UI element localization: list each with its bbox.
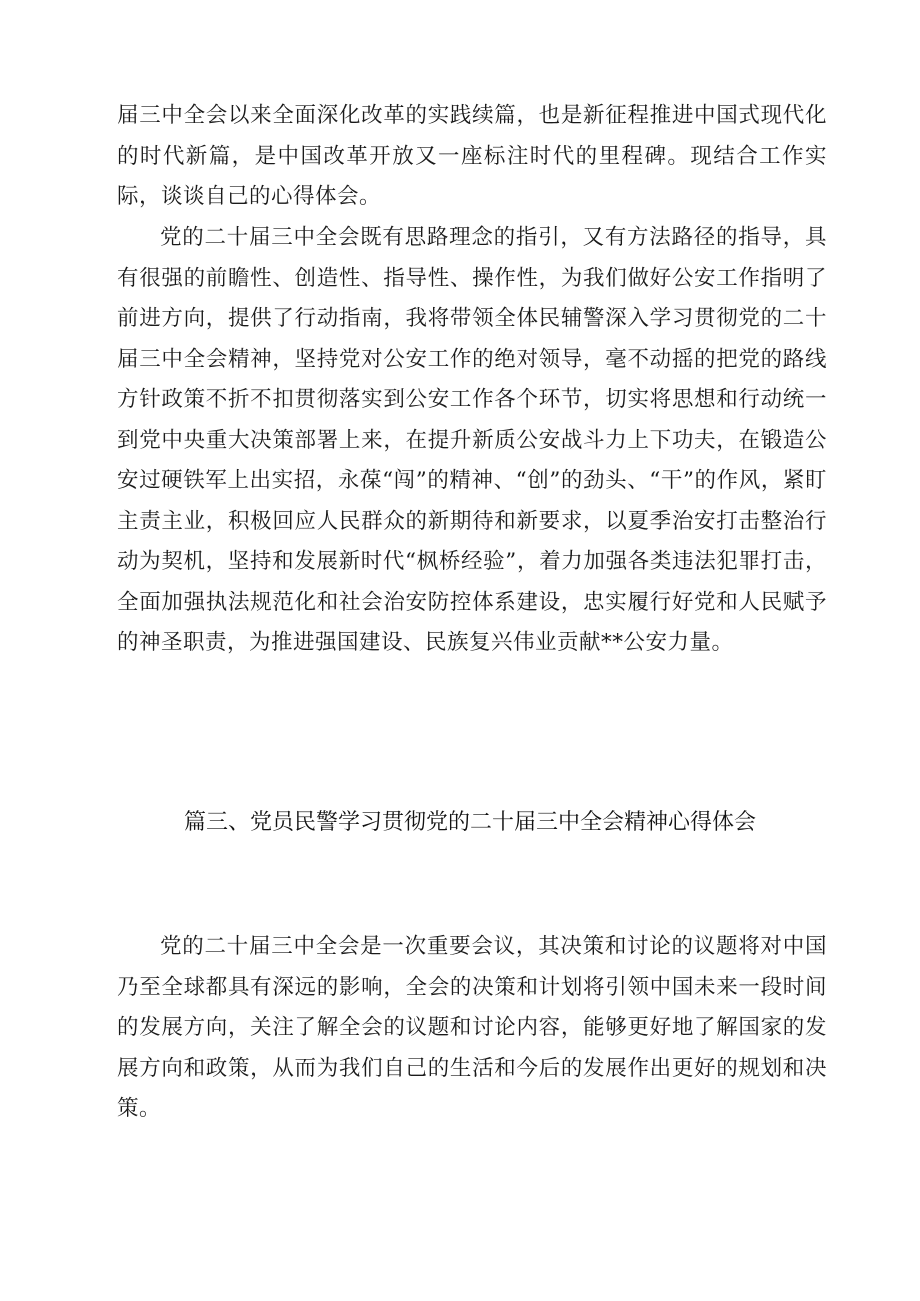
body-paragraph: 党的二十届三中全会是一次重要会议，其决策和讨论的议题将对中国乃至全球都具有深远的影响，全会的决策和计划将引领中国未来一段时间的发展方向，关注了解全会的议题和讨论内容，能够更好地了解国家的发展方向和政策，从而为我们自己的生活和今后的发展作出更好的规划和决策。 xyxy=(117,934,827,1121)
section-heading: 篇三、党员民警学习贯彻党的二十届三中全会精神心得体会 xyxy=(183,810,756,835)
body-paragraph-continued: 届三中全会以来全面深化改革的实践续篇，也是新征程推进中国式现代化的时代新篇，是中国改革开放又一座标注时代的里程碑。现结合工作实际，谈谈自己的心得体会。 xyxy=(117,103,827,209)
body-paragraph: 党的二十届三中全会既有思路理念的指引，又有方法路径的指导，具有很强的前瞻性、创造性、指导性、操作性，为我们做好公安工作指明了前进方向，提供了行动指南，我将带领全体民辅警深入学习贯彻党的二十届三中全会精神，坚持党对公安工作的绝对领导，毫不动摇的把党的路线方针政策不折不扣贯彻落实到公安工作各个环节，切实将思想和行动统一到党中央重大决策部署上来，在提升新质公安战斗力上下功夫，在锻造公安过硬铁军上出实招，永葆“闯”的精神、“创”的劲头、“干”的作风，紧盯主责主业，积极回应人民群众的新期待和新要求，以夏季治安打击整治行动为契机，坚持和发展新时代“枫桥经验”，着力加强各类违法犯罪打击，全面加强执法规范化和社会治安防控体系建设，忠实履行好党和人民赋予的神圣职责，为推进强国建设、民族复兴伟业贡献**公安力量。 xyxy=(117,225,827,655)
